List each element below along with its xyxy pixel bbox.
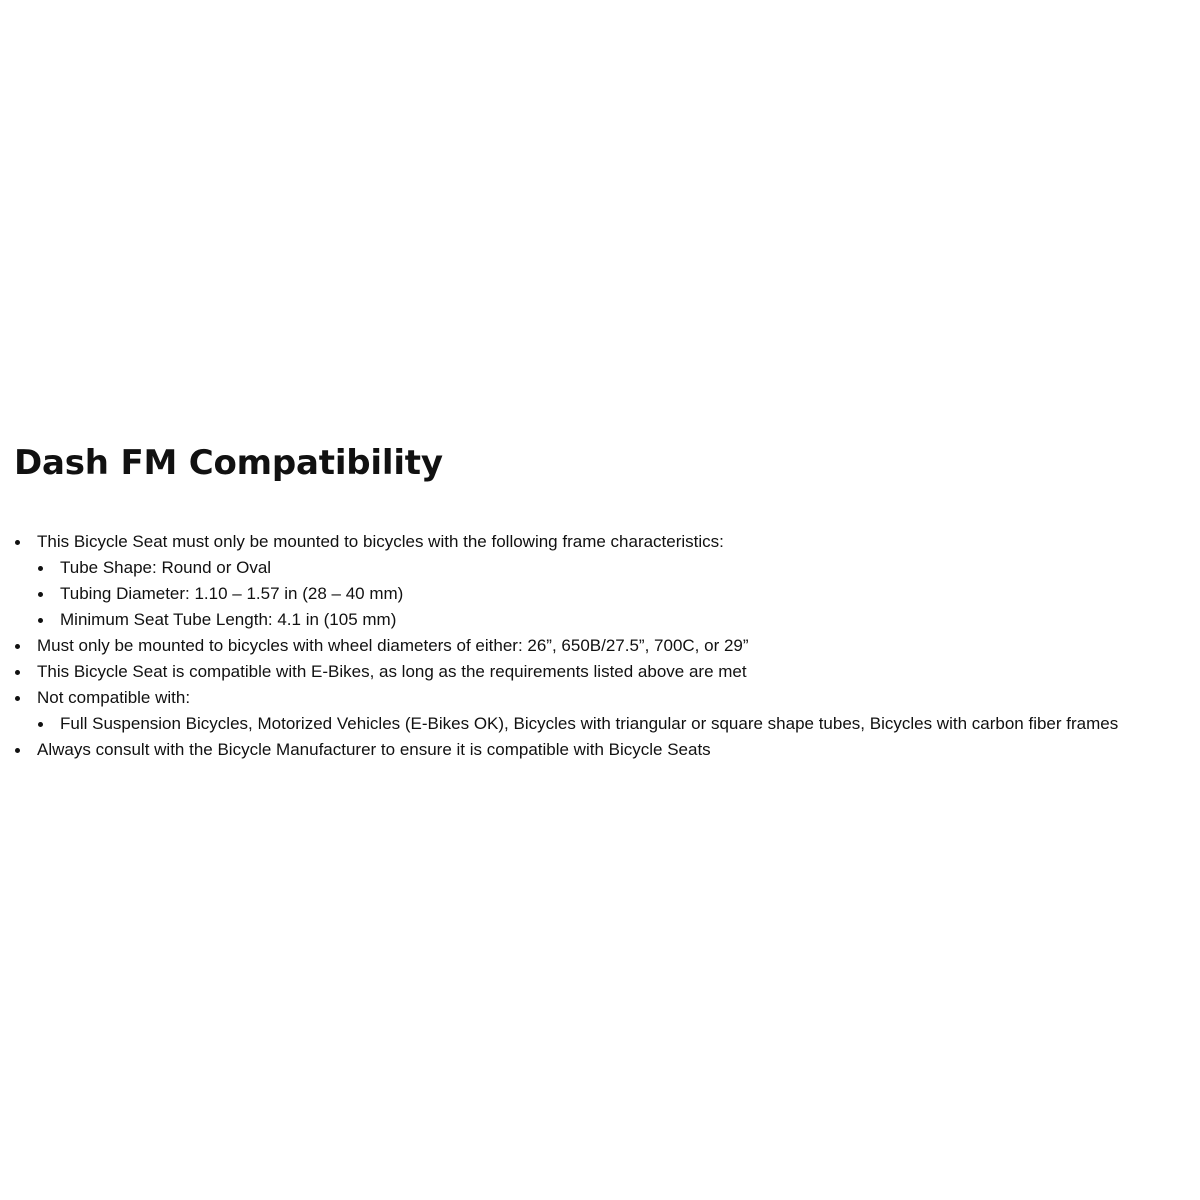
sub-list-item bbox=[37, 555, 1198, 581]
list-item bbox=[14, 685, 1198, 737]
list-item-text: This Bicycle Seat must only be mounted to bicycles with the following frame characteristics: bbox=[37, 532, 724, 551]
sub-list-item bbox=[37, 581, 1198, 607]
sub-list-item-text: Full Suspension Bicycles, Motorized Vehicles (E-Bikes OK), Bicycles with triangular or square shape tubes, Bicycles with carbon fiber frames bbox=[60, 714, 1119, 733]
list-item bbox=[14, 659, 1198, 685]
list-item-text: This Bicycle Seat is compatible with E-Bikes, as long as the requirements listed above are met bbox=[37, 662, 747, 681]
sub-list-item bbox=[37, 607, 1198, 633]
sub-list-item bbox=[37, 711, 1198, 737]
frame-characteristics-list bbox=[37, 555, 1198, 633]
page-title: Dash FM Compatibility bbox=[14, 443, 443, 483]
sub-list-item-text: Tube Shape: Round or Oval bbox=[60, 558, 272, 577]
compatibility-section bbox=[14, 440, 1198, 763]
sub-list-item-text: Minimum Seat Tube Length: 4.1 in (105 mm) bbox=[60, 610, 397, 629]
sub-list-item-text: Tubing Diameter: 1.10 – 1.57 in (28 – 40 mm) bbox=[60, 584, 404, 603]
list-item-text: Not compatible with: bbox=[37, 688, 191, 707]
compatibility-list bbox=[14, 529, 1198, 763]
list-item-text: Always consult with the Bicycle Manufacturer to ensure it is compatible with Bicycle Seats bbox=[37, 740, 711, 759]
list-item-text: Must only be mounted to bicycles with wheel diameters of either: 26”, 650B/27.5”, 700C, or 29” bbox=[37, 636, 749, 655]
list-item bbox=[14, 529, 1198, 633]
list-item bbox=[14, 633, 1198, 659]
incompatible-list bbox=[37, 711, 1198, 737]
list-item bbox=[14, 737, 1198, 763]
